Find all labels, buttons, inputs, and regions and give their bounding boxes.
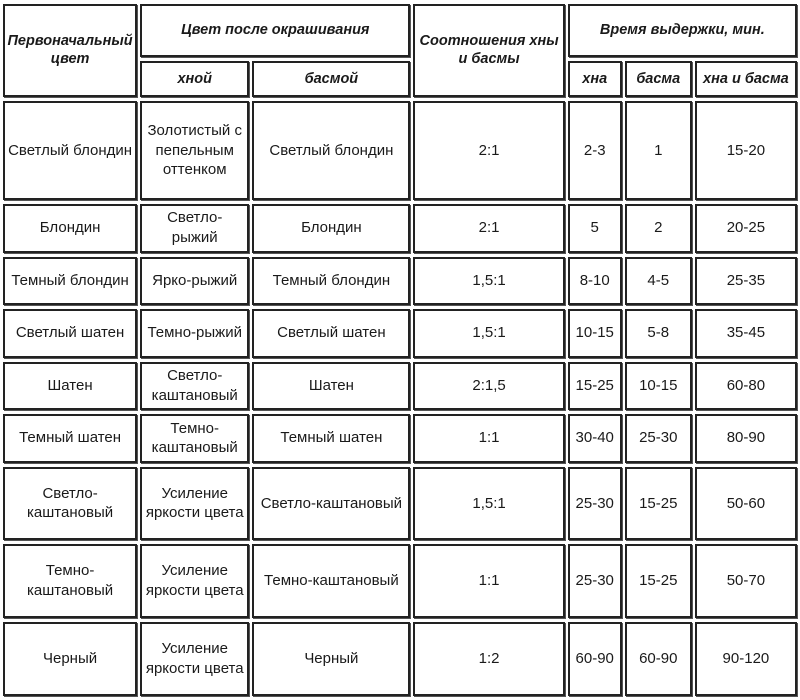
cell-time-basma: 25-30 xyxy=(625,414,692,463)
cell-henna-result: Ярко-рыжий xyxy=(140,257,249,306)
cell-time-both: 90-120 xyxy=(695,622,797,696)
cell-time-basma: 1 xyxy=(625,101,692,200)
cell-time-both: 25-35 xyxy=(695,257,797,306)
header-color-after: Цвет после окрашивания xyxy=(140,4,410,57)
cell-time-basma: 5-8 xyxy=(625,309,692,358)
cell-ratio: 1:1 xyxy=(413,414,564,463)
cell-original: Светлый блондин xyxy=(3,101,137,200)
header-time-henna: хна xyxy=(568,61,622,97)
cell-time-henna: 15-25 xyxy=(568,362,622,411)
cell-henna-result: Темно-каштановый xyxy=(140,414,249,463)
cell-original: Черный xyxy=(3,622,137,696)
cell-ratio: 2:1 xyxy=(413,204,564,253)
cell-basma-result: Темный шатен xyxy=(252,414,410,463)
table-row xyxy=(3,362,797,411)
cell-time-henna: 5 xyxy=(568,204,622,253)
cell-time-henna: 10-15 xyxy=(568,309,622,358)
header-time: Время выдержки, мин. xyxy=(568,4,797,57)
cell-original: Шатен xyxy=(3,362,137,411)
header-with-henna: хной xyxy=(140,61,249,97)
header-original-color: Первоначальный цвет xyxy=(3,4,137,97)
table-row xyxy=(3,204,797,253)
cell-time-both: 50-70 xyxy=(695,544,797,618)
cell-henna-result: Темно-рыжий xyxy=(140,309,249,358)
cell-time-henna: 30-40 xyxy=(568,414,622,463)
cell-basma-result: Шатен xyxy=(252,362,410,411)
cell-time-basma: 15-25 xyxy=(625,467,692,541)
header-time-basma: басма xyxy=(625,61,692,97)
cell-time-both: 35-45 xyxy=(695,309,797,358)
cell-ratio: 1:1 xyxy=(413,544,564,618)
header-time-both: хна и басма xyxy=(695,61,797,97)
cell-time-basma: 15-25 xyxy=(625,544,692,618)
table-row xyxy=(3,257,797,306)
cell-henna-result: Усиление яркости цвета xyxy=(140,544,249,618)
cell-original: Темно-каштановый xyxy=(3,544,137,618)
cell-ratio: 2:1 xyxy=(413,101,564,200)
cell-time-basma: 4-5 xyxy=(625,257,692,306)
cell-time-henna: 60-90 xyxy=(568,622,622,696)
cell-henna-result: Светло-каштановый xyxy=(140,362,249,411)
cell-henna-result: Золотистый с пепельным оттенком xyxy=(140,101,249,200)
table-row xyxy=(3,467,797,541)
cell-time-both: 60-80 xyxy=(695,362,797,411)
cell-original: Светлый шатен xyxy=(3,309,137,358)
table-row xyxy=(3,622,797,696)
cell-time-henna: 25-30 xyxy=(568,467,622,541)
cell-henna-result: Усиление яркости цвета xyxy=(140,467,249,541)
cell-basma-result: Светлый шатен xyxy=(252,309,410,358)
cell-original: Блондин xyxy=(3,204,137,253)
header-row-1 xyxy=(3,4,797,57)
cell-henna-result: Светло-рыжий xyxy=(140,204,249,253)
table-row xyxy=(3,101,797,200)
cell-ratio: 1:2 xyxy=(413,622,564,696)
cell-time-both: 15-20 xyxy=(695,101,797,200)
cell-basma-result: Черный xyxy=(252,622,410,696)
table-row xyxy=(3,414,797,463)
cell-ratio: 1,5:1 xyxy=(413,467,564,541)
cell-ratio: 1,5:1 xyxy=(413,309,564,358)
cell-time-both: 20-25 xyxy=(695,204,797,253)
cell-basma-result: Блондин xyxy=(252,204,410,253)
cell-ratio: 1,5:1 xyxy=(413,257,564,306)
cell-time-henna: 8-10 xyxy=(568,257,622,306)
cell-time-basma: 60-90 xyxy=(625,622,692,696)
table-row xyxy=(3,309,797,358)
table-row xyxy=(3,544,797,618)
cell-basma-result: Темно-каштановый xyxy=(252,544,410,618)
cell-original: Темный блондин xyxy=(3,257,137,306)
cell-basma-result: Светло-каштановый xyxy=(252,467,410,541)
cell-original: Светло-каштановый xyxy=(3,467,137,541)
header-ratio: Соотношения хны и басмы xyxy=(413,4,564,97)
cell-time-henna: 25-30 xyxy=(568,544,622,618)
cell-basma-result: Светлый блондин xyxy=(252,101,410,200)
cell-time-basma: 10-15 xyxy=(625,362,692,411)
cell-time-both: 50-60 xyxy=(695,467,797,541)
cell-basma-result: Темный блондин xyxy=(252,257,410,306)
cell-time-basma: 2 xyxy=(625,204,692,253)
cell-ratio: 2:1,5 xyxy=(413,362,564,411)
cell-time-henna: 2-3 xyxy=(568,101,622,200)
cell-time-both: 80-90 xyxy=(695,414,797,463)
header-with-basma: басмой xyxy=(252,61,410,97)
cell-henna-result: Усиление яркости цвета xyxy=(140,622,249,696)
cell-original: Темный шатен xyxy=(3,414,137,463)
